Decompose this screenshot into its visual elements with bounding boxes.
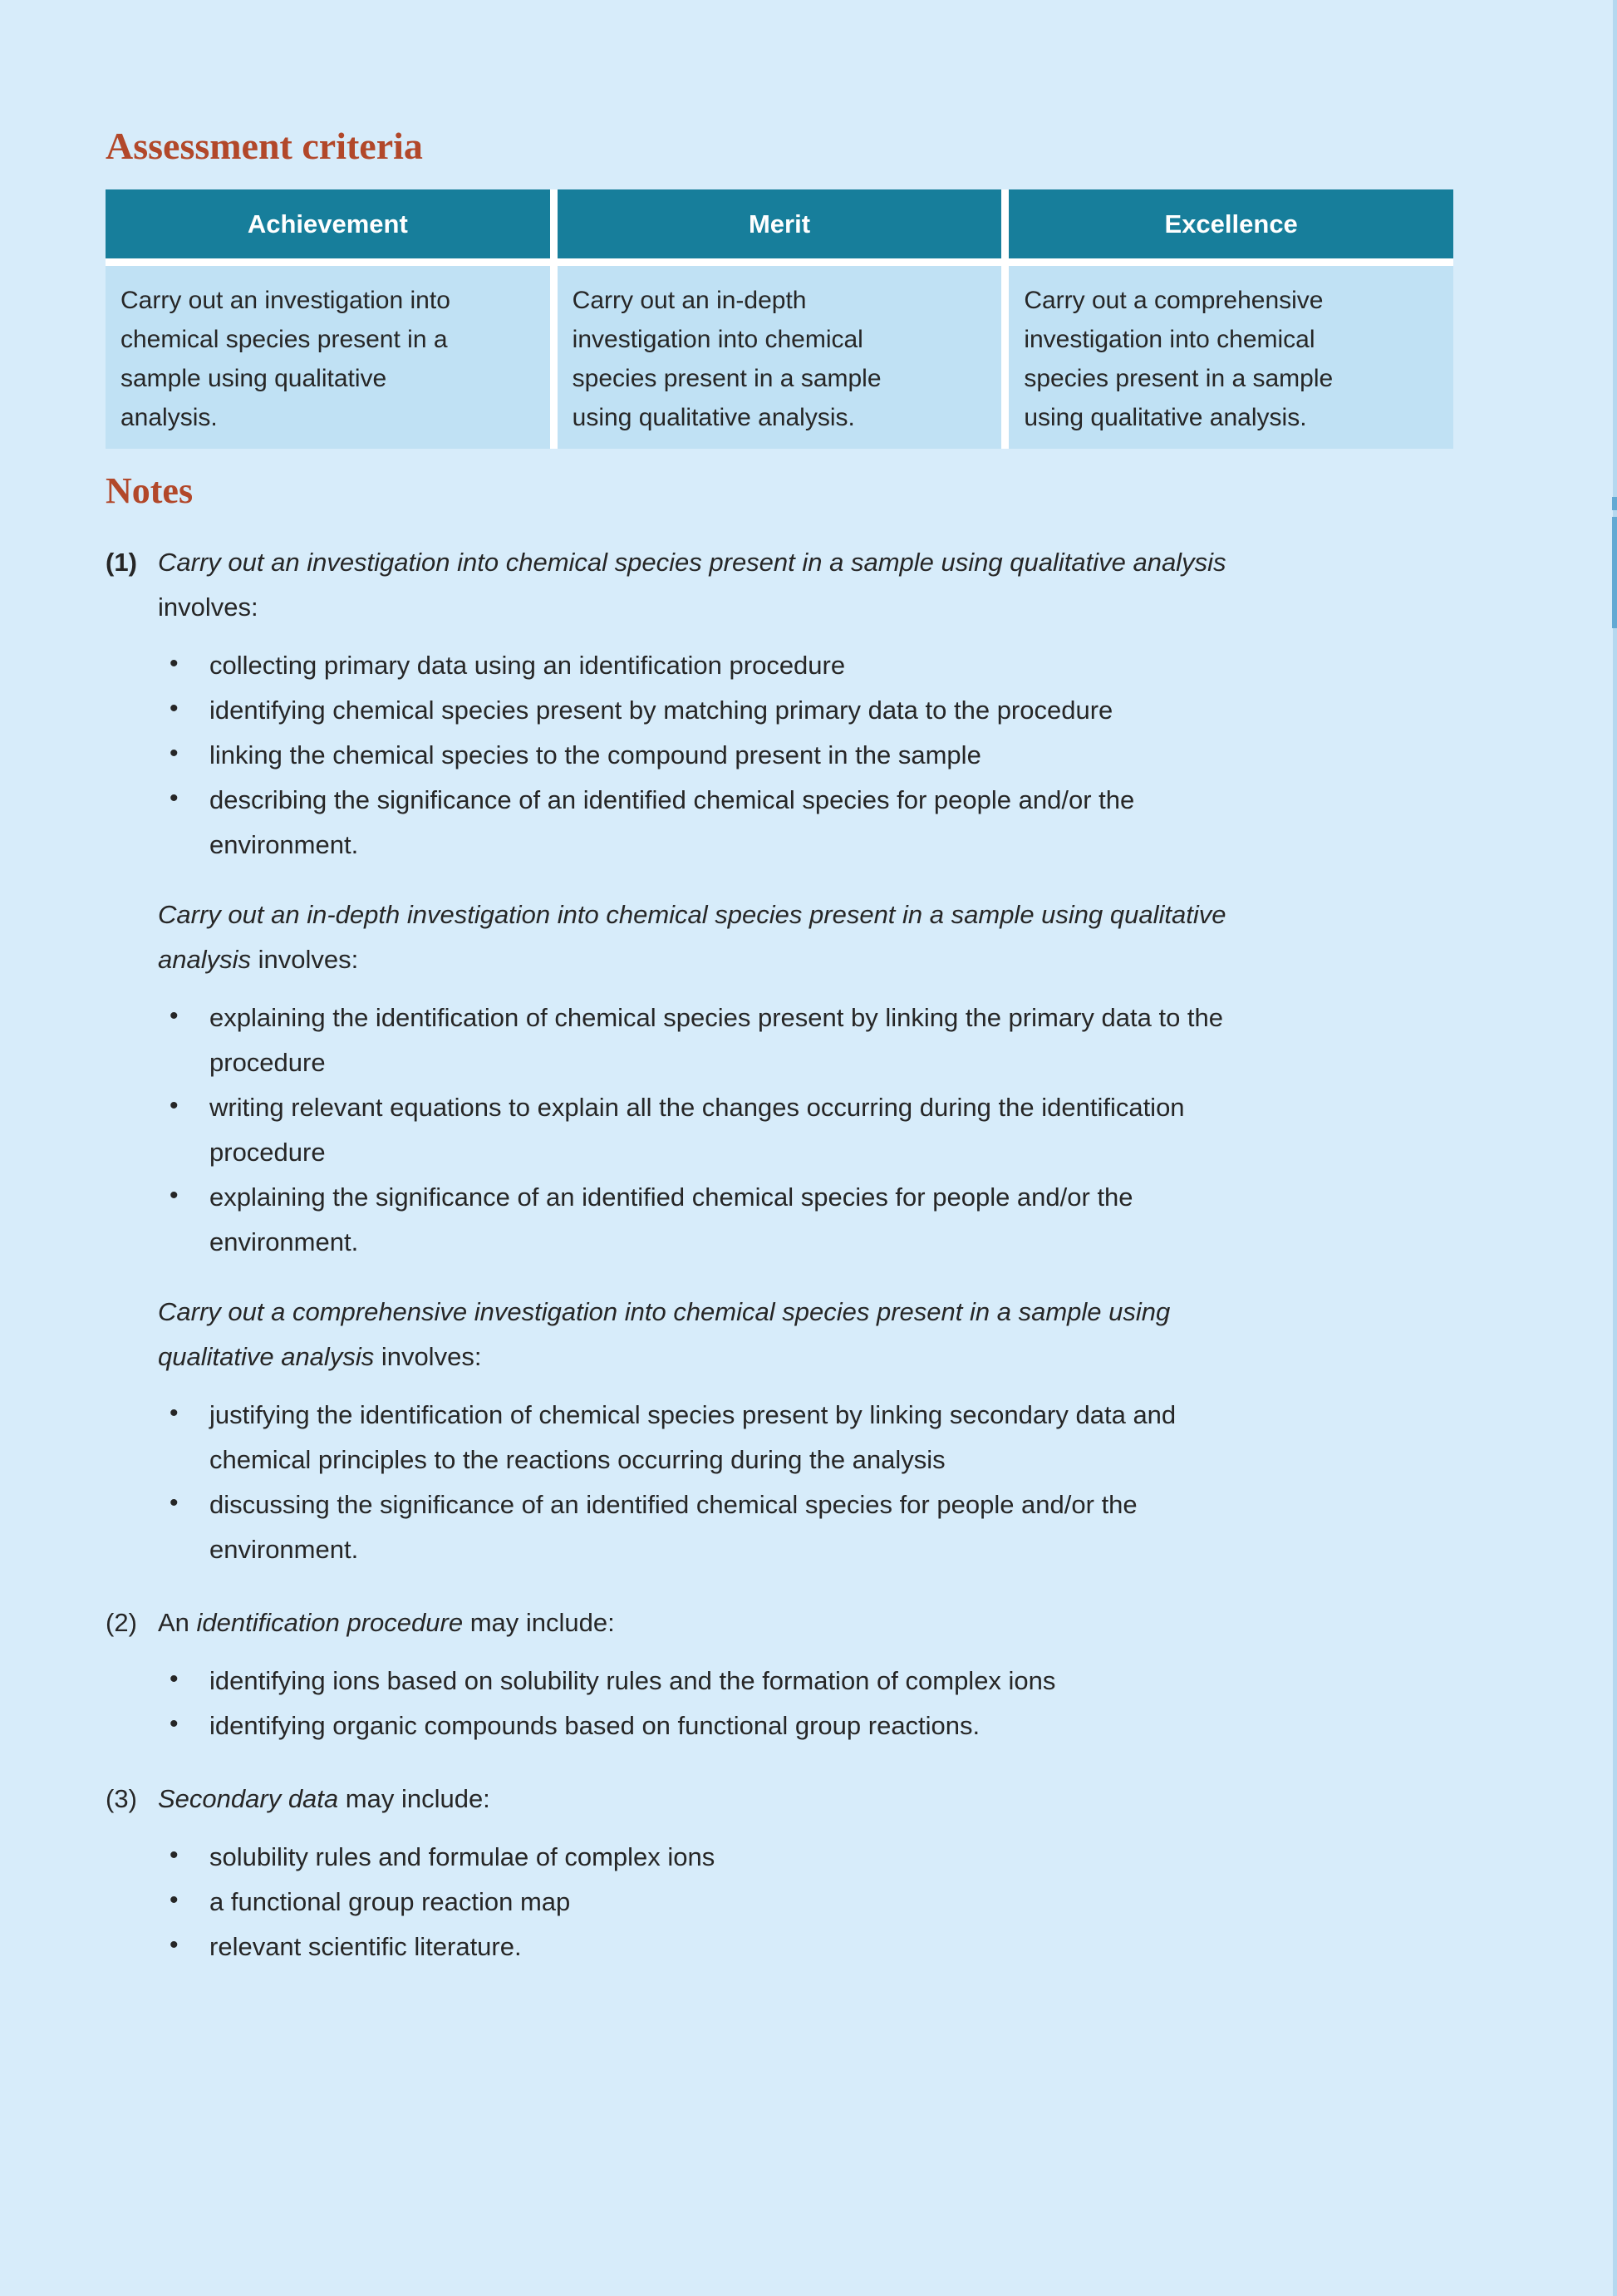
bullet-icon: • bbox=[170, 1665, 179, 1693]
table-cell-merit bbox=[558, 266, 1002, 449]
lead-prefix: An bbox=[158, 1608, 197, 1637]
lead-regular: involves: bbox=[374, 1342, 482, 1371]
bullet-text: relevant scientific literature. bbox=[209, 1932, 522, 1961]
lead-italic: Carry out an in-depth investigation into chemical species present in a sample using qualitative analysis bbox=[158, 900, 1226, 974]
lead-regular: involves: bbox=[158, 592, 258, 622]
bullet-text: solubility rules and formulae of complex ions bbox=[209, 1842, 715, 1871]
bullet-list bbox=[158, 1393, 1502, 1572]
lead-italic: identification procedure bbox=[196, 1608, 464, 1637]
bullet-icon: • bbox=[170, 740, 179, 767]
bullet-text: a functional group reaction map bbox=[209, 1887, 571, 1916]
table-header-excellence: Excellence bbox=[1009, 189, 1453, 258]
bullet-icon: • bbox=[170, 650, 179, 677]
bullet-text: writing relevant equations to explain all the changes occurring during the identification procedure bbox=[209, 1093, 1185, 1167]
list-item bbox=[158, 643, 1248, 688]
bullet-icon: • bbox=[170, 1710, 179, 1738]
bullet-icon: • bbox=[170, 784, 179, 812]
list-item bbox=[158, 1835, 1248, 1880]
list-item bbox=[158, 1393, 1248, 1482]
bullet-icon: • bbox=[170, 1489, 179, 1517]
bullet-icon: • bbox=[170, 1182, 179, 1209]
list-item bbox=[158, 688, 1248, 733]
page-edge-tab bbox=[1612, 497, 1617, 510]
note-lead bbox=[158, 1600, 1230, 1645]
bullet-icon: • bbox=[170, 1002, 179, 1030]
note-number: (1) bbox=[106, 548, 137, 577]
cell-text: Carry out an in-depth investigation into chemical species present in a sample using qualitative analysis. bbox=[572, 287, 882, 431]
list-item bbox=[158, 1085, 1248, 1175]
lead-italic: Carry out a comprehensive investigation into chemical species present in a sample using qualitative analysis bbox=[158, 1297, 1171, 1371]
bullet-icon: • bbox=[170, 1841, 179, 1869]
bullet-list bbox=[158, 643, 1502, 868]
lead-italic: Secondary data bbox=[158, 1784, 339, 1813]
bullet-text: identifying chemical species present by matching primary data to the procedure bbox=[209, 696, 1113, 725]
bullet-text: identifying ions based on solubility rules and the formation of complex ions bbox=[209, 1666, 1056, 1695]
bullet-icon: • bbox=[170, 1886, 179, 1914]
list-item bbox=[158, 733, 1248, 778]
note-number: (2) bbox=[106, 1608, 137, 1637]
list-item bbox=[158, 1659, 1248, 1704]
assessment-criteria-table bbox=[106, 189, 1453, 449]
bullet-text: collecting primary data using an identification procedure bbox=[209, 651, 846, 680]
bullet-text: describing the significance of an identified chemical species for people and/or the environment. bbox=[209, 785, 1135, 859]
note-1 bbox=[106, 540, 1502, 1572]
note-2 bbox=[106, 1600, 1502, 1748]
list-item bbox=[158, 1175, 1248, 1265]
table-cell-achievement bbox=[106, 266, 550, 449]
note-lead bbox=[158, 1777, 1230, 1822]
note-number: (3) bbox=[106, 1784, 137, 1813]
page-edge-tab bbox=[1612, 517, 1617, 628]
notes-heading: Notes bbox=[106, 470, 194, 511]
table-header-merit: Merit bbox=[558, 189, 1002, 258]
list-item bbox=[158, 996, 1248, 1085]
bullet-icon: • bbox=[170, 1092, 179, 1119]
list-item bbox=[158, 1482, 1248, 1572]
lead-regular: may include: bbox=[463, 1608, 615, 1637]
note-lead bbox=[158, 892, 1230, 982]
list-item bbox=[158, 1704, 1248, 1748]
list-item bbox=[158, 778, 1248, 868]
bullet-text: linking the chemical species to the compound present in the sample bbox=[209, 740, 981, 769]
bullet-icon: • bbox=[170, 1399, 179, 1427]
bullet-icon: • bbox=[170, 1931, 179, 1959]
bullet-text: identifying organic compounds based on functional group reactions. bbox=[209, 1711, 981, 1740]
bullet-icon: • bbox=[170, 695, 179, 722]
bullet-text: discussing the significance of an identified chemical species for people and/or the environment. bbox=[209, 1490, 1138, 1564]
lead-regular: may include: bbox=[338, 1784, 490, 1813]
table-header-achievement: Achievement bbox=[106, 189, 550, 258]
cell-text: Carry out a comprehensive investigation into chemical species present in a sample using qualitative analysis. bbox=[1024, 287, 1334, 431]
note-lead bbox=[158, 540, 1230, 630]
cell-text: Carry out an investigation into chemical species present in a sample using qualitative analysis. bbox=[120, 287, 450, 431]
list-item bbox=[158, 1925, 1248, 1969]
bullet-text: explaining the identification of chemical species present by linking the primary data to the procedure bbox=[209, 1003, 1224, 1077]
bullet-list bbox=[158, 1659, 1502, 1748]
lead-regular: involves: bbox=[251, 945, 359, 974]
bullet-text: explaining the significance of an identified chemical species for people and/or the environment. bbox=[209, 1182, 1133, 1256]
assessment-criteria-heading: Assessment criteria bbox=[106, 125, 423, 167]
page-content bbox=[106, 0, 1502, 1974]
lead-italic: Carry out an investigation into chemical species present in a sample using qualitative analysis bbox=[158, 548, 1226, 577]
bullet-list bbox=[158, 996, 1502, 1265]
bullet-text: justifying the identification of chemical species present by linking secondary data and chemical principles to the reactions occurring during the analysis bbox=[209, 1400, 1177, 1474]
bullet-list bbox=[158, 1835, 1502, 1969]
note-3 bbox=[106, 1777, 1502, 1969]
list-item bbox=[158, 1880, 1248, 1925]
page-edge-line bbox=[1613, 0, 1617, 2296]
note-lead bbox=[158, 1290, 1230, 1379]
table-cell-excellence bbox=[1009, 266, 1453, 449]
